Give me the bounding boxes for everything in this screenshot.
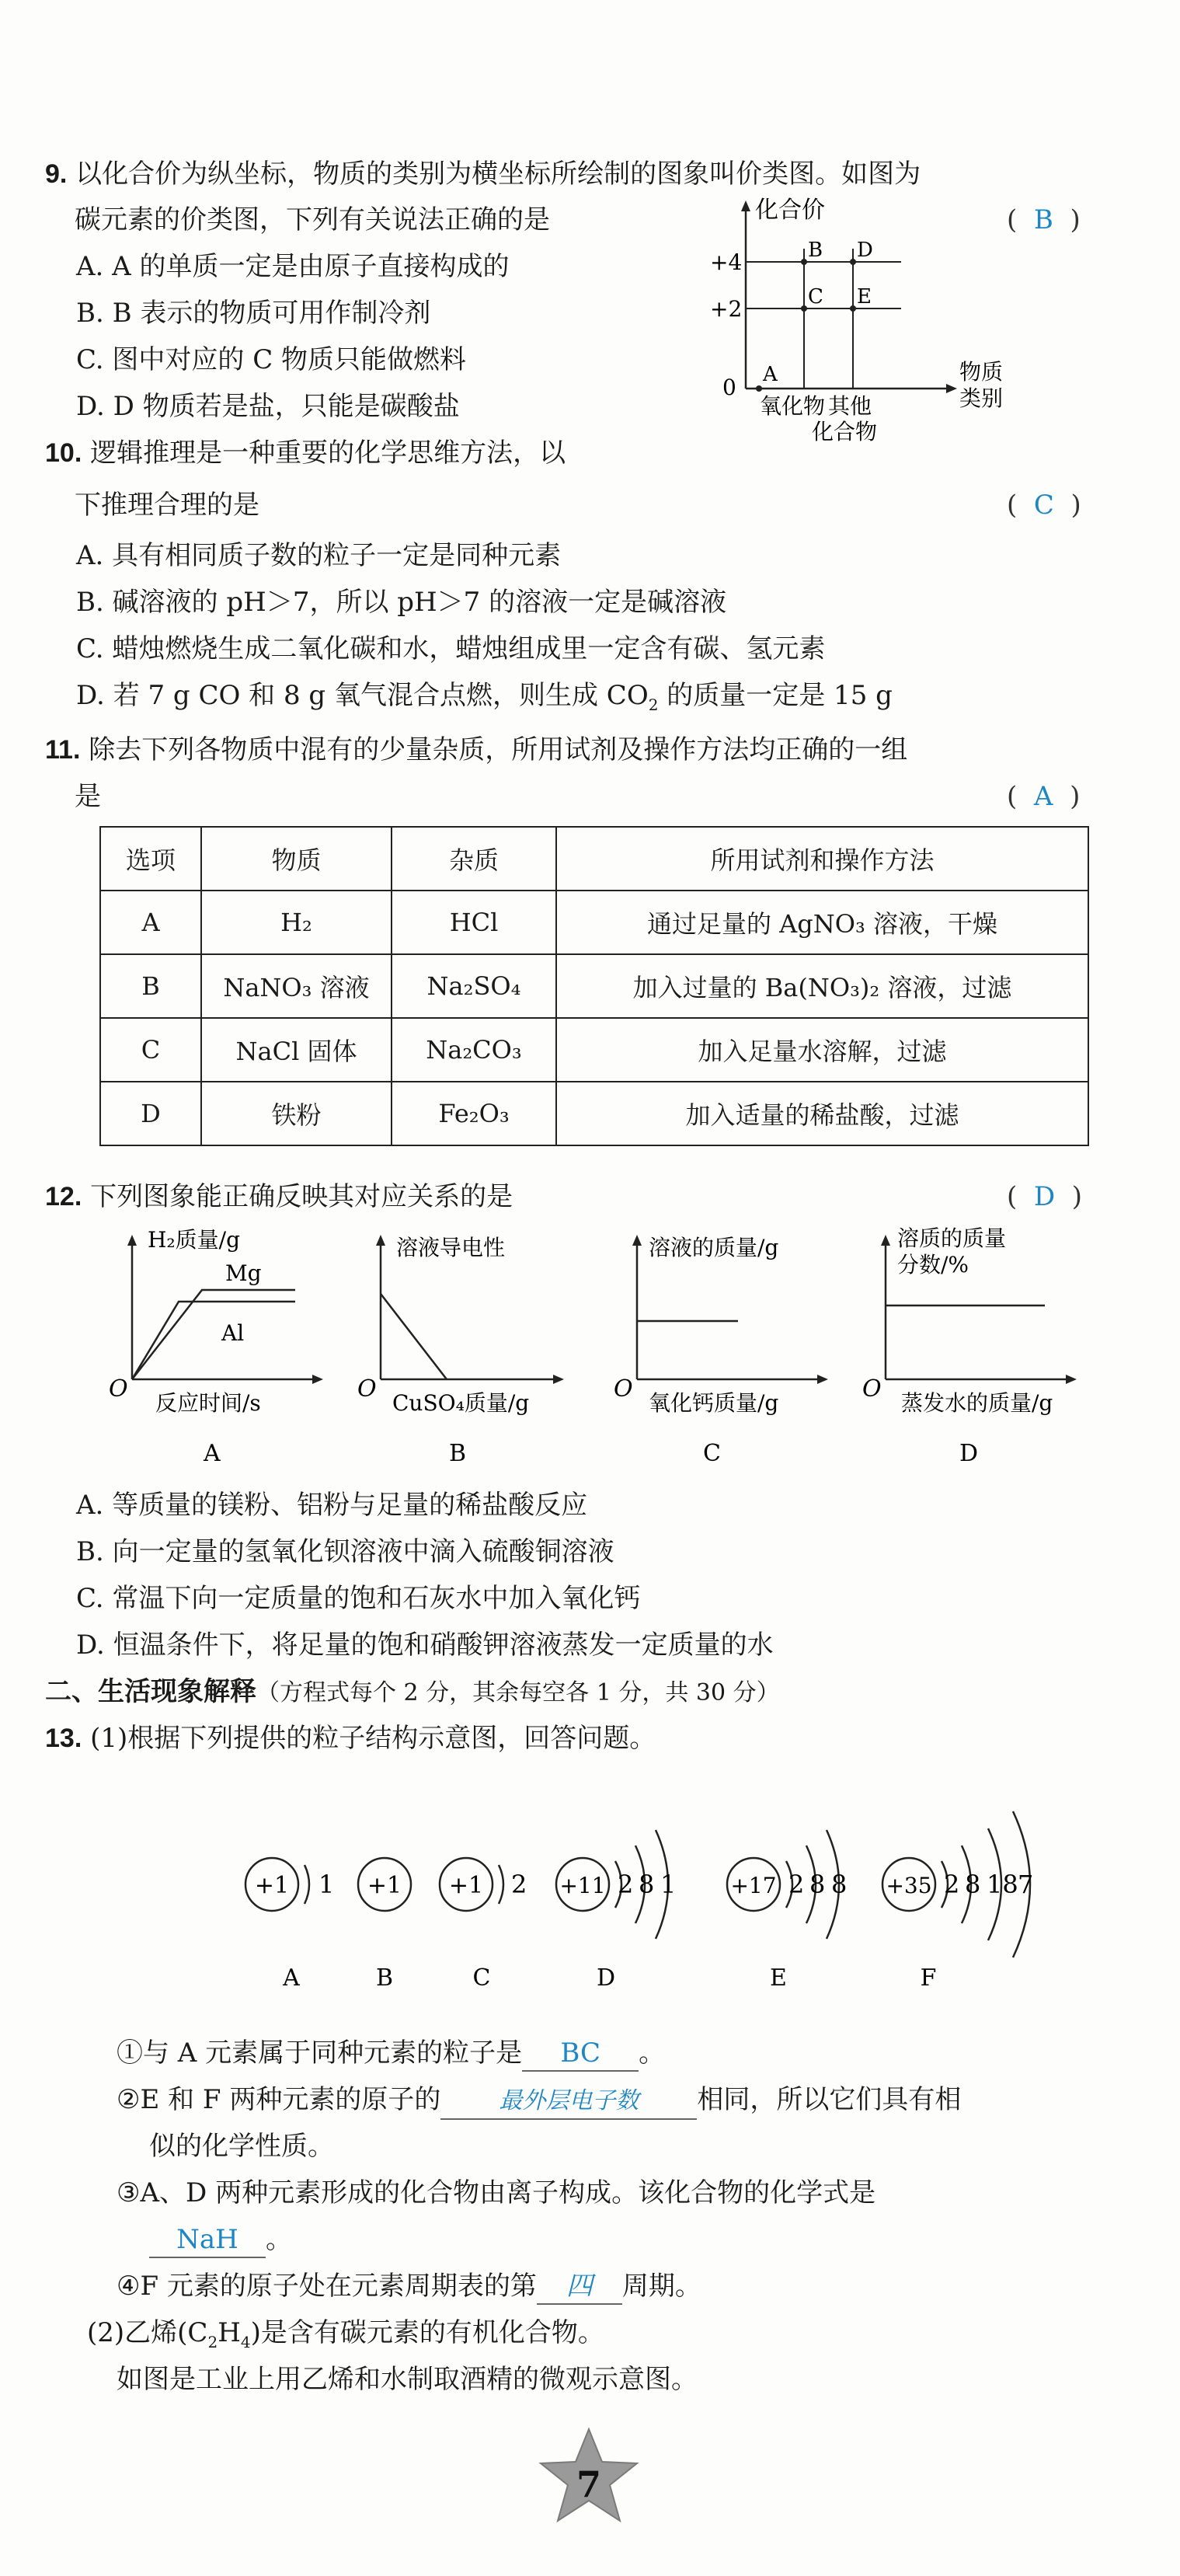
q12-answer-value: D (1033, 1181, 1056, 1212)
q13-part2-mid: H (218, 2317, 241, 2348)
atom-e-core: +17 (730, 1873, 777, 1898)
q9-stem-line2: 碳元素的价类图，下列有关说法正确的是 (75, 204, 550, 235)
q9-y-label: 化合价 (755, 197, 825, 224)
q9-answer-value: B (1033, 204, 1053, 235)
q9-tick-4: +4 (710, 249, 743, 275)
q9-point-b (801, 259, 807, 265)
section2-title: 二、生活现象解释 (45, 1677, 256, 1706)
graph-a-line-al (132, 1290, 295, 1379)
q9-tick-2: +2 (710, 296, 743, 322)
q13-s2-answer: 最外层电子数 (440, 2084, 697, 2120)
q12-graph-c (614, 1224, 847, 1473)
atom-d-shell1: 2 (618, 1870, 634, 1899)
atom-c-core: +1 (448, 1872, 484, 1899)
q12-option-a: A. 等质量的镁粉、铝粉与足量的稀盐酸反应 (76, 1490, 588, 1521)
atom-c-label: C (472, 1964, 491, 1992)
q11-text1: 除去下列各物质中混有的少量杂质，所用试剂及操作方法均正确的一组 (89, 734, 908, 765)
graph-d-ylabel2: 分数/% (897, 1252, 969, 1278)
q9-option-d: D. D 物质若是盐，只能是碳酸盐 (76, 391, 460, 422)
q9-number: 9. (45, 159, 68, 189)
table-row (100, 891, 1088, 954)
q13-s3-answer: NaH (149, 2222, 266, 2258)
q11-table-header (100, 827, 1088, 891)
graph-c-letter: C (703, 1440, 721, 1467)
q10-number: 10. (45, 438, 82, 468)
q9-option-c: C. 图中对应的 C 物质只能做燃料 (76, 344, 467, 375)
q11-number: 11. (45, 735, 81, 765)
q10-optd-post: 的质量一定是 15 g (667, 680, 893, 711)
q9-point-a (756, 385, 762, 392)
q10-optd-sub: 2 (648, 695, 659, 714)
q10-optd-pre: D. 若 7 g CO 和 8 g 氧气混合点燃，则生成 CO (76, 680, 649, 711)
atom-d (556, 1830, 676, 1992)
q12-text1: 下列图象能正确反映其对应关系的是 (90, 1181, 513, 1212)
q13-atom-diagrams (218, 1791, 1072, 2001)
graph-b-origin: O (357, 1375, 377, 1403)
atom-e-shell2: 8 (809, 1870, 826, 1899)
q9-label-c: C (808, 285, 823, 308)
q13-s3-post: 。 (266, 2224, 292, 2255)
atom-c (440, 1858, 527, 1992)
page-number-badge (534, 2424, 643, 2533)
section2-heading (45, 1675, 780, 1710)
page-number: 7 (576, 2463, 602, 2505)
graph-a-mg-label: Mg (225, 1260, 262, 1286)
cell-option: B (100, 954, 201, 1018)
atom-a-label: A (283, 1964, 300, 1992)
q13-sub3: ③A、D 两种元素形成的化合物由离子构成。该化合物的化学式是 (117, 2177, 876, 2208)
graph-a-letter: A (204, 1440, 221, 1467)
atom-e-label: E (770, 1964, 787, 1992)
cell-substance: H₂ (201, 891, 392, 954)
q13-part2-sub2: 4 (240, 2332, 251, 2351)
atom-f-core: +35 (886, 1873, 932, 1898)
cell-method: 加入过量的 Ba(NO₃)₂ 溶液，过滤 (556, 954, 1088, 1018)
q10-answer-value: C (1033, 490, 1054, 521)
q10-answer: ( C ) (1007, 490, 1081, 521)
q9-valence-chart (684, 194, 1010, 451)
q9-x-label1: 物质 (959, 359, 1004, 385)
cell-impurity: HCl (392, 891, 556, 954)
q9-point-c (801, 305, 807, 312)
q11-answer: ( A ) (1007, 781, 1081, 812)
q10-stem-line2: 下推理合理的是 (75, 490, 259, 521)
q12-graph-d (862, 1224, 1103, 1473)
atom-f (882, 1811, 1033, 1992)
q13-s4-answer: 四 (537, 2269, 622, 2305)
q9-text1: 以化合价为纵坐标，物质的类别为横坐标所绘制的图象叫价类图。如图为 (75, 159, 921, 190)
atom-b (358, 1858, 411, 1992)
q12-stem (45, 1180, 513, 1214)
header-substance: 物质 (201, 827, 392, 891)
q13-part1: (1)根据下列提供的粒子结构示意图，回答问题。 (90, 1723, 656, 1754)
graph-d-ylabel: 溶质的质量 (897, 1225, 1007, 1251)
q9-x-cat1: 氧化物 (760, 393, 826, 419)
q10-option-b: B. 碱溶液的 pH＞7，所以 pH＞7 的溶液一定是碱溶液 (76, 587, 727, 618)
q13-part2-post: )是含有碳元素的有机化合物。 (250, 2317, 604, 2348)
q9-point-e (850, 305, 856, 312)
header-option: 选项 (100, 827, 201, 891)
q13-sub2-line2: 似的化学性质。 (149, 2131, 334, 2162)
q9-label-b: B (808, 239, 823, 262)
atom-c-shell1: 2 (511, 1870, 527, 1899)
cell-substance: NaCl 固体 (201, 1018, 392, 1082)
q13-s1-pre: ①与 A 元素属于同种元素的粒子是 (117, 2037, 523, 2069)
q12-answer: ( D ) (1007, 1181, 1083, 1212)
q13-s4-pre: ④F 元素的原子处在元素周期表的第 (117, 2271, 537, 2302)
graph-c-origin: O (614, 1375, 633, 1403)
cell-option: A (100, 891, 201, 954)
q11-stem-line1 (45, 733, 907, 767)
atom-e-shell1: 2 (788, 1870, 805, 1899)
atom-f-shell3: 18 (987, 1870, 1018, 1899)
q13-part2-line2: 如图是工业上用乙烯和水制取酒精的微观示意图。 (117, 2364, 698, 2395)
graph-a-al-label: Al (221, 1320, 245, 1346)
q13-s1-answer: BC (522, 2036, 639, 2072)
atom-a-shell1: 1 (318, 1870, 335, 1899)
q11-answer-value: A (1033, 781, 1053, 812)
q13-s4-post: 周期。 (621, 2271, 701, 2302)
graph-c-xlabel: 氧化钙质量/g (649, 1390, 779, 1416)
atom-f-shell2: 8 (965, 1870, 981, 1899)
q10-option-d (76, 678, 893, 722)
q12-number: 12. (45, 1182, 82, 1211)
table-row (100, 1082, 1088, 1145)
q13-s1-post: 。 (639, 2037, 666, 2069)
q13-sub4 (117, 2269, 701, 2305)
cell-substance: NaNO₃ 溶液 (201, 954, 392, 1018)
q10-stem-line1 (45, 436, 566, 470)
atom-d-label: D (596, 1964, 616, 1992)
atom-e-shell3: 8 (831, 1870, 848, 1899)
q13-sub3-line2 (149, 2222, 292, 2258)
section2-note: （方程式每个 2 分，其余每空各 1 分，共 30 分） (256, 1679, 780, 1706)
q13-part2-sub1: 2 (207, 2332, 218, 2351)
q9-x-cat2b: 化合物 (812, 419, 878, 444)
q10-option-c: C. 蜡烛燃烧生成二氧化碳和水，蜡烛组成里一定含有碳、氢元素 (76, 633, 826, 664)
q13-s2-pre: ②E 和 F 两种元素的原子的 (117, 2084, 441, 2115)
cell-method: 加入足量水溶解，过滤 (556, 1018, 1088, 1082)
q9-option-b: B. B 表示的物质可用作制冷剂 (76, 298, 431, 329)
cell-impurity: Na₂SO₄ (392, 954, 556, 1018)
atom-d-shell3: 1 (660, 1870, 677, 1899)
q9-option-a: A. A 的单质一定是由原子直接构成的 (76, 251, 510, 282)
q9-label-d: D (857, 239, 873, 262)
graph-d-xlabel: 蒸发水的质量/g (901, 1390, 1053, 1416)
graph-b-letter: B (449, 1440, 467, 1467)
q9-x-arrow (946, 384, 957, 393)
atom-f-shell1: 2 (944, 1870, 960, 1899)
atom-d-shell2: 8 (639, 1870, 655, 1899)
cell-substance: 铁粉 (201, 1082, 392, 1145)
atom-e (727, 1830, 847, 1992)
q13-number: 13. (45, 1724, 82, 1753)
atom-b-core: +1 (367, 1872, 402, 1899)
q10-text1: 逻辑推理是一种重要的化学思维方法，以 (90, 437, 566, 469)
q10-option-a: A. 具有相同质子数的粒子一定是同种元素 (76, 540, 562, 571)
header-method: 所用试剂和操作方法 (556, 827, 1088, 891)
cell-option: C (100, 1018, 201, 1082)
q9-x-cat2a: 其他 (828, 393, 872, 419)
q9-y-arrow (741, 200, 750, 211)
q12-graph-a (109, 1224, 342, 1473)
cell-method: 通过足量的 AgNO₃ 溶液，干燥 (556, 891, 1088, 954)
graph-c-ylabel: 溶液的质量/g (649, 1235, 779, 1260)
cell-method: 加入适量的稀盐酸，过滤 (556, 1082, 1088, 1145)
cell-impurity: Na₂CO₃ (392, 1018, 556, 1082)
q11-table (99, 826, 1089, 1146)
atom-f-label: F (920, 1964, 937, 1992)
q13-stem (45, 1721, 656, 1755)
atom-f-shell4: 7 (1018, 1870, 1034, 1899)
q13-sub2 (117, 2083, 961, 2120)
cell-option: D (100, 1082, 201, 1145)
atom-d-core: +11 (559, 1873, 606, 1898)
atom-a-core: +1 (254, 1872, 290, 1899)
q12-option-c: C. 常温下向一定质量的饱和石灰水中加入氧化钙 (76, 1583, 641, 1614)
q12-option-b: B. 向一定量的氢氧化钡溶液中滴入硫酸铜溶液 (76, 1536, 614, 1567)
q12-graph-b (357, 1224, 583, 1473)
graph-a-line-mg (132, 1302, 295, 1379)
atom-b-label: B (375, 1964, 394, 1992)
q13-s2-post: 相同，所以它们具有相 (697, 2084, 962, 2115)
cell-impurity: Fe₂O₃ (392, 1082, 556, 1145)
q13-part2-pre: (2)乙烯(C (87, 2317, 208, 2348)
q13-part2 (87, 2316, 604, 2359)
q13-sub1 (117, 2036, 665, 2072)
q12-option-d: D. 恒温条件下，将足量的饱和硝酸钾溶液蒸发一定质量的水 (76, 1630, 774, 1661)
graph-a-xlabel: 反应时间/s (155, 1390, 261, 1416)
q9-label-e: E (857, 285, 872, 308)
q9-label-a: A (763, 363, 778, 386)
graph-b-xlabel: CuSO₄质量/g (392, 1390, 530, 1416)
q9-x-label2: 类别 (959, 385, 1004, 411)
graph-d-letter: D (959, 1440, 979, 1467)
header-impurity: 杂质 (392, 827, 556, 891)
graph-d-origin: O (862, 1375, 882, 1403)
atom-a (245, 1858, 334, 1992)
q9-answer: ( B ) (1007, 204, 1081, 235)
table-row (100, 954, 1088, 1018)
q9-stem-line1 (45, 157, 921, 191)
graph-b-ylabel: 溶液导电性 (396, 1235, 506, 1260)
graph-a-origin: O (109, 1375, 128, 1403)
graph-b-line (381, 1294, 447, 1379)
table-row (100, 1018, 1088, 1082)
q9-point-d (850, 259, 856, 265)
q11-stem-line2: 是 (75, 781, 101, 812)
q9-tick-0: 0 (722, 375, 736, 400)
graph-a-ylabel: H₂质量/g (148, 1227, 241, 1253)
